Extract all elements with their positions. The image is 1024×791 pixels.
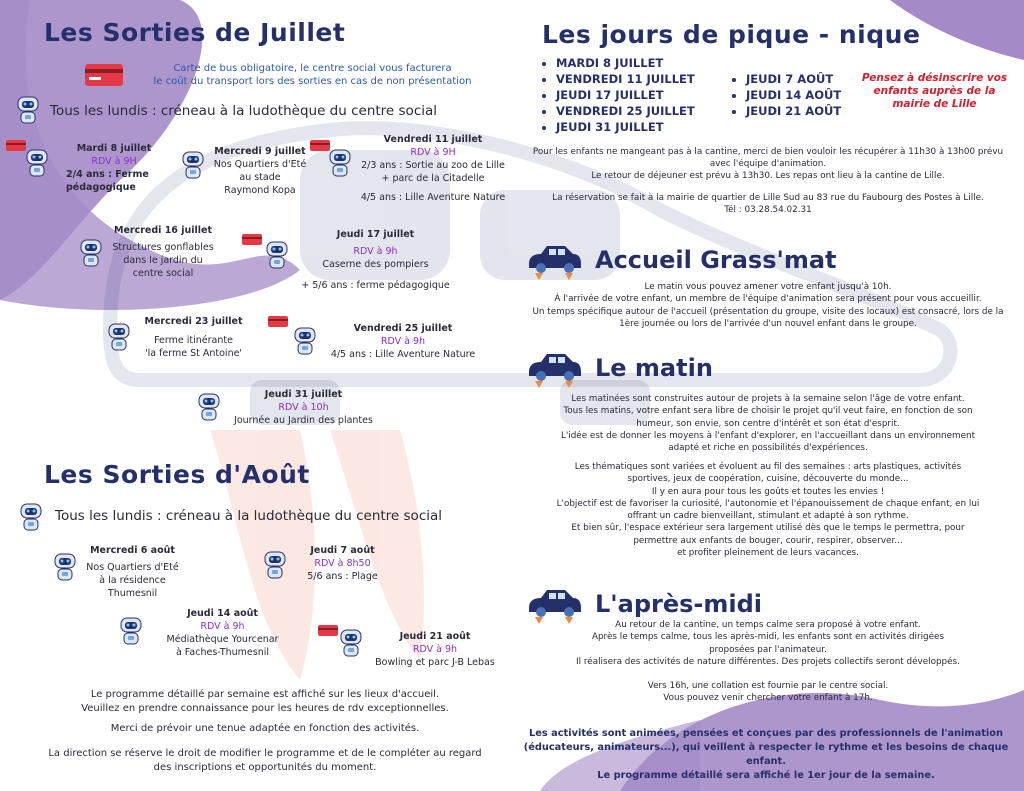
- event-rdv: RDV à 10h: [278, 402, 329, 413]
- event-date: Mercredi 9 juillet: [214, 146, 306, 157]
- july-mondays: Tous les lundis : créneau à la ludothèque du centre social: [50, 103, 438, 119]
- robot-icon: [338, 628, 364, 660]
- apresmidi-text-2: Vers 16h, une collation est fournie par le centre social. Vous pouvez venir chercher votre enfant à 17h.: [647, 681, 889, 704]
- event-rdv: RDV à 8h50: [314, 558, 371, 569]
- bus-card-icon: [85, 64, 123, 86]
- event-desc-2: + 5/6 ans : ferme pédagogique: [301, 280, 450, 291]
- left-footer-2: Merci de prévoir une tenue adaptée en fonction des activités.: [110, 723, 420, 734]
- event-date: Mercredi 16 juillet: [113, 225, 212, 236]
- event-desc: 2/4 ans : Ferme pédagogique: [66, 169, 149, 193]
- matin-title: Le matin: [595, 354, 713, 382]
- event-desc: Nos Quartiers d'Eté à la résidence Thumesnil: [86, 562, 179, 599]
- event-desc: Ferme itinérante 'la ferme St Antoine': [144, 335, 243, 359]
- event-desc: 5/6 ans : Plage: [307, 571, 378, 582]
- apresmidi-title: L'après-midi: [595, 590, 763, 618]
- event-date: Mercredi 6 août: [90, 545, 175, 556]
- event-date: Mercredi 23 juillet: [144, 316, 243, 327]
- robot-icon: [18, 502, 44, 534]
- matin-text-2: Les thématiques sont variées et évoluent au fil des semaines : arts plastiques, activités sportives, jeux de coopération, cuisine, découverte du monde... Il y en aura pour tous les goûts et toutes les envies ! L'objectif est de favoriser la curiosité, l'autonomie et l'épanouissement de chaque enfant, en lui offrant un cadre bienveillant, stimulant et adapté à son rythme. Et bien sûr, l'espace extérieur sera largement utilisé dès que le temps le permettra, pour permettre aux enfants de bouger, courir, respirer, observer... et profiter pleinement de leurs vacances.: [556, 462, 980, 559]
- event-rdv: RDV à 9h: [380, 336, 426, 347]
- event-desc: Journée au Jardin des plantes: [234, 415, 373, 426]
- robot-icon: [292, 326, 318, 358]
- event-date: Jeudi 21 août: [399, 631, 471, 642]
- july-event-4: [108, 224, 218, 280]
- robot-icon: [118, 616, 144, 648]
- matin-text-1: Les matinées sont construites autour de projets à la semaine selon l'âge de votre enfant. Tous les matins, votre enfant sera libre de choisir le projet qu'il veut faire, en fonction de son humeur, son envie, son centre d'intérêt et son état d'esprit. L'idée est de donner les moyens à l'enfant d'explorer, en l'accueillant dans un environnement adapté et riche en possibilités d'expériences.: [560, 394, 976, 454]
- event-desc: Structures gonflables dans le jardin du centre social: [112, 242, 214, 279]
- july-event-2: [205, 145, 315, 197]
- event-desc: Caserne des pompiers: [322, 259, 429, 270]
- july-title: Les Sorties de Juillet: [44, 18, 346, 47]
- picnic-list-july: [542, 55, 695, 135]
- picnic-day: • JEUDI 7 AOÛT: [746, 71, 841, 87]
- july-event-6: [136, 315, 251, 360]
- july-event-3: [358, 133, 508, 204]
- robot-icon: [180, 150, 206, 182]
- robot-icon: [52, 552, 78, 584]
- picnic-info-2: Le retour de déjeuner est prévu à 13h30. Les repas ont lieu à la cantine de Lille.: [591, 171, 945, 181]
- event-date: Jeudi 7 août: [310, 545, 375, 556]
- event-desc: Bowling et parc J-B Lebas: [375, 657, 495, 668]
- robot-icon: [106, 322, 132, 354]
- event-date: Vendredi 25 juillet: [353, 323, 453, 334]
- event-desc: Médiathèque Yourcenar à Faches-Thumesnil: [166, 634, 279, 658]
- july-event-5: [298, 228, 453, 292]
- event-desc: 4/5 ans : Lille Aventure Nature: [330, 349, 476, 360]
- event-date: Mardi 8 juillet: [76, 143, 152, 154]
- august-event-4: [365, 630, 505, 669]
- picnic-day: • JEUDI 17 JUILLET: [556, 87, 695, 103]
- august-mondays: Tous les lundis : créneau à la ludothèque du centre social: [55, 508, 443, 524]
- event-rdv: RDV à 9H: [91, 156, 137, 167]
- event-rdv: RDV à 9h: [412, 644, 458, 655]
- event-desc-2: 4/5 ans : Lille Aventure Nature: [360, 192, 506, 203]
- event-rdv: RDV à 9H: [410, 147, 456, 158]
- robot-icon: [264, 240, 290, 272]
- picnic-info-3: La réservation se fait à la mairie de quartier de Lille Sud au 83 rue du Faubourg des Postes à Lille. Tél : 03.28.54.02.31: [552, 193, 984, 216]
- bus-notice: Carte de bus obligatoire, le centre social vous facturera le coût du transport lors des sorties en cas de non présentation: [153, 63, 472, 87]
- picnic-info-1: Pour les enfants ne mangeant pas à la cantine, merci de bien vouloir les récupérer à 11h30 à 13h00 prévu avec l'équipe d'animation.: [532, 147, 1004, 170]
- bus-card-icon: [6, 140, 26, 151]
- robot-icon: [15, 95, 41, 127]
- robot-icon: [262, 550, 288, 582]
- july-event-7: [328, 322, 478, 361]
- robot-icon: [327, 148, 353, 180]
- robot-icon: [24, 148, 50, 180]
- right-footer: Les activités sont animées, pensées et conçues par des professionnels de l'animation (éducateurs, animateurs...), qui veillent à respecter le rythme et les besoins de chaque enfant. Le programme détaillé sera affiché le 1er jour de la semaine.: [523, 728, 1009, 781]
- july-event-1: [64, 142, 164, 194]
- event-rdv: RDV à 9h: [200, 621, 245, 632]
- picnic-list-august: [732, 71, 841, 119]
- event-desc: Nos Quartiers d'Eté au stade Raymond Kopa: [213, 159, 307, 196]
- robot-icon: [78, 238, 104, 270]
- picnic-title: Les jours de pique - nique: [542, 20, 921, 49]
- event-desc: 2/3 ans : Sortie au zoo de Lille + parc de la Citadelle: [361, 160, 505, 184]
- picnic-day: • JEUDI 14 AOÛT: [746, 87, 841, 103]
- event-date: Vendredi 11 juillet: [383, 134, 483, 145]
- left-footer-1: Le programme détaillé par semaine est affiché sur les lieux d'accueil. Veuillez en prendre connaissance pour les heures de rdv exceptionnelles.: [81, 689, 449, 714]
- picnic-day: • VENDREDI 25 JUILLET: [556, 103, 695, 119]
- accueil-text: Le matin vous pouvez amener votre enfant jusqu'à 10h. À l'arrivée de votre enfant, un membre de l'équipe d'animation sera présent pour vous accueillir. Un temps spécifique autour de l'accueil (présentation du groupe, visite des locaux) est consacré, lors de la 1ère journée ou lors de l'arrivée d'un nouvel enfant dans le groupe.: [532, 282, 1004, 329]
- picnic-day: • VENDREDI 11 JUILLET: [556, 71, 695, 87]
- bus-card-icon: [318, 625, 338, 636]
- apresmidi-text-1: Au retour de la cantine, un temps calme sera proposé à votre enfant. Après le temps calme, tous les après-midi, les enfants sont en activités dirigées proposées par l'animateur. Il réalisera des activités de nature différentes. Des projets collectifs seront développés.: [576, 620, 960, 667]
- july-event-8: [226, 388, 381, 427]
- event-date: Jeudi 14 août: [187, 608, 258, 619]
- picnic-reminder: Pensez à désinscrire vos enfants auprès de la mairie de Lille: [861, 72, 1008, 110]
- picnic-day: • JEUDI 21 AOÛT: [746, 103, 841, 119]
- august-event-2: [295, 544, 390, 583]
- event-date: Jeudi 17 juillet: [336, 229, 415, 240]
- left-footer-3: La direction se réserve le droit de modifier le programme et de le compléter au regard des inscriptions et opportunités du moment.: [48, 748, 482, 773]
- august-event-1: [80, 544, 185, 600]
- event-date: Jeudi 31 juillet: [264, 389, 343, 400]
- bus-card-icon: [268, 316, 288, 327]
- august-event-3: [160, 607, 285, 659]
- picnic-day: • MARDI 8 JUILLET: [556, 55, 695, 71]
- robot-icon: [196, 392, 222, 424]
- picnic-day: • JEUDI 31 JUILLET: [556, 119, 695, 135]
- bus-card-icon: [242, 234, 262, 245]
- car-icon: [525, 350, 583, 388]
- event-rdv: RDV à 9h: [353, 246, 398, 257]
- accueil-title: Accueil Grass'mat: [595, 246, 837, 274]
- car-icon: [525, 242, 583, 280]
- august-title: Les Sorties d'Août: [44, 460, 310, 489]
